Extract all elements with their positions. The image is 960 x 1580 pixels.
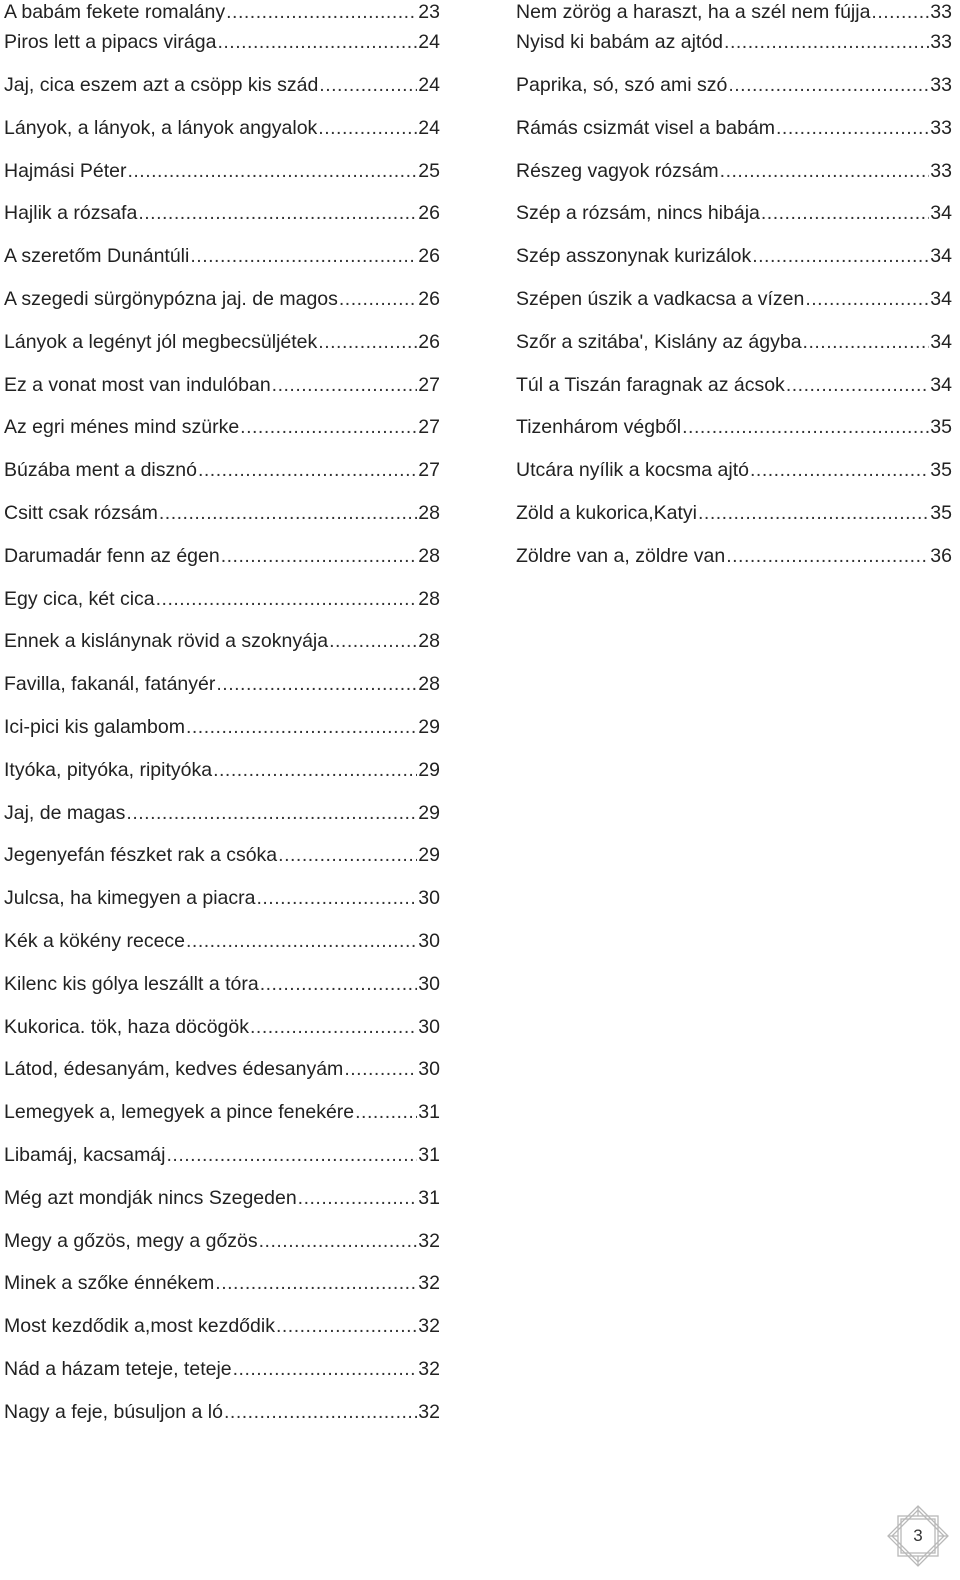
toc-entry-page: 28 xyxy=(418,544,440,567)
toc-entry-title: Megy a gőzös, megy a gőzös xyxy=(4,1229,258,1252)
toc-entry-title: Zöld a kukorica,Katyi xyxy=(516,502,697,525)
toc-entry-page: 24 xyxy=(418,31,440,54)
toc-dot-leader xyxy=(682,418,929,438)
toc-dot-leader xyxy=(250,1018,417,1038)
toc-entry-page: 35 xyxy=(930,416,952,439)
toc-dot-leader xyxy=(803,333,930,353)
toc-entry-page: 35 xyxy=(930,502,952,525)
toc-entry-page: 32 xyxy=(418,1272,440,1295)
toc-entry[interactable] xyxy=(4,964,440,1007)
toc-dot-leader xyxy=(724,33,929,53)
toc-dot-leader xyxy=(226,3,417,23)
toc-entry[interactable] xyxy=(516,450,952,493)
toc-dot-leader xyxy=(186,932,417,952)
toc-entry-title: Libamáj, kacsamáj xyxy=(4,1144,166,1167)
toc-entry[interactable] xyxy=(516,322,952,365)
toc-dot-leader xyxy=(138,204,417,224)
toc-entry-page: 28 xyxy=(418,502,440,525)
toc-entry-page: 31 xyxy=(418,1101,440,1124)
toc-entry-title: Darumadár fenn az égen xyxy=(4,544,220,567)
toc-dot-leader xyxy=(355,1103,417,1123)
page-number-badge xyxy=(886,1504,950,1568)
toc-entry-title: Ez a vonat most van indulóban xyxy=(4,373,271,396)
toc-entry-page: 30 xyxy=(418,930,440,953)
toc-entry[interactable] xyxy=(516,150,952,193)
toc-entry[interactable] xyxy=(4,364,440,407)
toc-entry[interactable] xyxy=(4,621,440,664)
toc-entry-title: Favilla, fakanál, fatányér xyxy=(4,673,216,696)
toc-entry[interactable] xyxy=(4,1092,440,1135)
toc-entry[interactable] xyxy=(516,279,952,322)
toc-dot-leader xyxy=(127,162,417,182)
toc-entry-title: A szeretőm Dunántúli xyxy=(4,245,190,268)
toc-dot-leader xyxy=(776,119,929,139)
toc-entry-title: Kukorica. tök, haza döcögök xyxy=(4,1015,249,1038)
toc-entry[interactable] xyxy=(4,236,440,279)
toc-column-left xyxy=(4,0,440,1434)
toc-entry-page: 23 xyxy=(418,0,440,23)
toc-entry-title: Utcára nyílik a kocsma ajtó xyxy=(516,459,750,482)
toc-entry-page: 28 xyxy=(418,587,440,610)
toc-entry-title: Kilenc kis gólya leszállt a tóra xyxy=(4,972,259,995)
toc-dot-leader xyxy=(276,1317,417,1337)
toc-entry-title: Kék a kökény recece xyxy=(4,930,186,953)
toc-entry[interactable] xyxy=(4,1392,440,1435)
toc-dot-leader xyxy=(260,975,418,995)
toc-entry[interactable] xyxy=(4,921,440,964)
toc-entry-title: Ennek a kislánynak rövid a szoknyája xyxy=(4,630,329,653)
toc-entry-title: Jaj, cica eszem azt a csöpp kis szád xyxy=(4,74,319,97)
toc-entry-page: 33 xyxy=(930,31,952,54)
toc-dot-leader xyxy=(186,718,417,738)
toc-entry-page: 29 xyxy=(418,758,440,781)
toc-dot-leader xyxy=(720,162,930,182)
toc-entry-title: Lemegyek a, lemegyek a pince fenekére xyxy=(4,1101,355,1124)
toc-dot-leader xyxy=(224,1403,417,1423)
toc-entry[interactable] xyxy=(516,0,952,22)
toc-entry-page: 34 xyxy=(930,245,952,268)
toc-dot-leader xyxy=(752,247,929,267)
toc-entry[interactable] xyxy=(4,150,440,193)
toc-entry-page: 36 xyxy=(930,544,952,567)
toc-dot-leader xyxy=(726,547,929,567)
toc-dot-leader xyxy=(156,590,418,610)
toc-dot-leader xyxy=(272,376,418,396)
toc-entry[interactable] xyxy=(4,878,440,921)
toc-entry-page: 26 xyxy=(418,245,440,268)
toc-entry-page: 32 xyxy=(418,1229,440,1252)
toc-entry-title: Szép a rózsám, nincs hibája xyxy=(516,202,760,225)
toc-entry-title: Lányok a legényt jól megbecsüljétek xyxy=(4,330,318,353)
toc-entry-page: 35 xyxy=(930,459,952,482)
toc-entry-page: 34 xyxy=(930,330,952,353)
toc-entry-title: Hajmási Péter xyxy=(4,159,127,182)
toc-entry[interactable] xyxy=(4,1306,440,1349)
toc-entry-page: 29 xyxy=(418,716,440,739)
toc-entry-page: 33 xyxy=(930,159,952,182)
toc-entry-title: Még azt mondják nincs Szegeden xyxy=(4,1186,297,1209)
toc-dot-leader xyxy=(217,33,417,53)
toc-dot-leader xyxy=(198,461,417,481)
toc-dot-leader xyxy=(698,504,929,524)
toc-entry[interactable] xyxy=(516,407,952,450)
toc-dot-leader xyxy=(318,119,417,139)
toc-entry[interactable] xyxy=(516,536,952,579)
toc-entry[interactable] xyxy=(4,450,440,493)
toc-dot-leader xyxy=(329,632,417,652)
toc-entry-page: 29 xyxy=(418,801,440,824)
toc-entry-title: A szegedi sürgönypózna jaj. de magos xyxy=(4,288,338,311)
toc-dot-leader xyxy=(221,547,418,567)
toc-entry-title: Az egri ménes mind szürke xyxy=(4,416,240,439)
toc-dot-leader xyxy=(319,76,417,96)
toc-entry-page: 32 xyxy=(418,1358,440,1380)
toc-dot-leader xyxy=(298,1189,418,1209)
toc-entry[interactable] xyxy=(4,664,440,707)
toc-entry-page: 33 xyxy=(930,116,952,139)
toc-entry[interactable] xyxy=(4,1220,440,1263)
toc-entry-title: Ityóka, pityóka, ripityóka xyxy=(4,758,213,781)
toc-entry[interactable] xyxy=(4,193,440,236)
toc-entry-title: Piros lett a pipacs virága xyxy=(4,31,217,54)
toc-entry-title: Túl a Tiszán faragnak az ácsok xyxy=(516,373,785,396)
toc-entry-page: 27 xyxy=(418,459,440,482)
toc-entry-page: 28 xyxy=(418,673,440,696)
toc-entry-page: 26 xyxy=(418,202,440,225)
toc-entry-title: Paprika, só, szó ami szó xyxy=(516,74,728,97)
toc-dot-leader xyxy=(805,290,929,310)
toc-entry[interactable] xyxy=(4,707,440,750)
toc-entry[interactable] xyxy=(516,364,952,407)
toc-entry-title: Jegenyefán fészket rak a csóka xyxy=(4,844,278,867)
toc-entry-page: 28 xyxy=(418,630,440,653)
toc-entry[interactable] xyxy=(4,108,440,151)
toc-dot-leader xyxy=(750,461,929,481)
toc-entry-page: 34 xyxy=(930,373,952,396)
toc-entry[interactable] xyxy=(4,578,440,621)
toc-entry[interactable] xyxy=(4,1349,440,1392)
toc-dot-leader xyxy=(215,1274,417,1294)
toc-entry[interactable] xyxy=(516,236,952,279)
toc-entry-title: Látod, édesanyám, kedves édesanyám xyxy=(4,1058,344,1081)
toc-entry-title: Julcsa, ha kimegyen a piacra xyxy=(4,887,256,910)
toc-entry-page: 26 xyxy=(418,330,440,353)
toc-entry-page: 31 xyxy=(418,1186,440,1209)
toc-entry[interactable] xyxy=(4,407,440,450)
toc-entry-title: Tizenhárom végből xyxy=(516,416,682,439)
toc-entry[interactable] xyxy=(4,536,440,579)
toc-entry-title: Szőr a szitába', Kislány az ágyba xyxy=(516,330,802,353)
toc-entry-title: Most kezdődik a,most kezdődik xyxy=(4,1315,275,1338)
toc-dot-leader xyxy=(233,1360,418,1380)
toc-dot-leader xyxy=(761,204,929,224)
toc-dot-leader xyxy=(278,846,417,866)
toc-dot-leader xyxy=(339,290,417,310)
toc-entry-title: Szép asszonynak kurizálok xyxy=(516,245,752,268)
toc-entry-title: Jaj, de magas xyxy=(4,801,126,824)
toc-entry-page: 29 xyxy=(418,844,440,867)
toc-entry[interactable] xyxy=(4,65,440,108)
toc-entry-page: 30 xyxy=(418,972,440,995)
toc-entry[interactable] xyxy=(4,0,440,22)
toc-entry[interactable] xyxy=(4,22,440,65)
toc-dot-leader xyxy=(256,889,417,909)
toc-entry-title: Zöldre van a, zöldre van xyxy=(516,544,726,567)
toc-entry-title: Nád a házam teteje, teteje xyxy=(4,1358,232,1380)
toc-entry-page: 30 xyxy=(418,1058,440,1081)
toc-entry-title: Nem zörög a haraszt, ha a szél nem fújja xyxy=(516,0,871,23)
toc-entry[interactable] xyxy=(4,1006,440,1049)
toc-entry-page: 34 xyxy=(930,288,952,311)
toc-entry[interactable] xyxy=(4,1263,440,1306)
toc-entry-page: 30 xyxy=(418,887,440,910)
toc-entry-title: Szépen úszik a vadkacsa a vízen xyxy=(516,288,805,311)
toc-entry-title: Minek a szőke énnékem xyxy=(4,1272,215,1295)
toc-entry-title: Hajlik a rózsafa xyxy=(4,202,138,225)
toc-dot-leader xyxy=(871,3,929,23)
toc-dot-leader xyxy=(318,333,417,353)
toc-entry-title: Részeg vagyok rózsám xyxy=(516,159,719,182)
toc-entry-page: 26 xyxy=(418,288,440,311)
toc-entry-page: 30 xyxy=(418,1015,440,1038)
toc-entry-title: Búzába ment a disznó xyxy=(4,459,197,482)
toc-entry-page: 33 xyxy=(930,74,952,97)
toc-dot-leader xyxy=(259,1232,418,1252)
toc-entry[interactable] xyxy=(4,322,440,365)
toc-entry-title: Csitt csak rózsám xyxy=(4,502,158,525)
toc-entry[interactable] xyxy=(516,493,952,536)
toc-dot-leader xyxy=(728,76,929,96)
toc-column-right xyxy=(516,0,952,578)
toc-entry[interactable] xyxy=(516,108,952,151)
toc-entry[interactable] xyxy=(516,22,952,65)
toc-entry-page: 32 xyxy=(418,1315,440,1338)
toc-entry-page: 25 xyxy=(418,159,440,182)
toc-dot-leader xyxy=(126,804,417,824)
toc-entry-title: A babám fekete romalány xyxy=(4,0,226,23)
toc-dot-leader xyxy=(166,1146,417,1166)
toc-entry-title: Egy cica, két cica xyxy=(4,587,155,610)
toc-dot-leader xyxy=(344,1060,417,1080)
toc-entry-title: Rámás csizmát visel a babám xyxy=(516,116,776,139)
toc-dot-leader xyxy=(240,418,417,438)
toc-dot-leader xyxy=(786,376,929,396)
toc-entry-page: 24 xyxy=(418,116,440,139)
toc-entry-page: 27 xyxy=(418,373,440,396)
toc-entry-page: 31 xyxy=(418,1144,440,1167)
toc-entry[interactable] xyxy=(4,835,440,878)
toc-entry[interactable] xyxy=(4,279,440,322)
toc-entry[interactable] xyxy=(516,65,952,108)
toc-entry[interactable] xyxy=(4,1178,440,1221)
toc-entry-page: 27 xyxy=(418,416,440,439)
toc-entry-page: 24 xyxy=(418,74,440,97)
toc-entry[interactable] xyxy=(4,1135,440,1178)
toc-entry[interactable] xyxy=(516,193,952,236)
toc-dot-leader xyxy=(216,675,417,695)
toc-dot-leader xyxy=(190,247,417,267)
toc-entry[interactable] xyxy=(4,493,440,536)
toc-entry[interactable] xyxy=(4,750,440,793)
toc-entry-title: Ici-pici kis galambom xyxy=(4,716,185,739)
toc-dot-leader xyxy=(159,504,417,524)
page-number: 3 xyxy=(913,1526,923,1545)
toc-dot-leader xyxy=(213,761,417,781)
toc-entry-page: 34 xyxy=(930,202,952,225)
toc-entry-page: 33 xyxy=(930,0,952,23)
toc-entry-title: Nyisd ki babám az ajtód xyxy=(516,31,724,54)
toc-entry[interactable] xyxy=(4,792,440,835)
toc-entry-page: 32 xyxy=(418,1400,440,1423)
toc-entry-title: Nagy a feje, búsuljon a ló xyxy=(4,1400,223,1423)
toc-entry-title: Lányok, a lányok, a lányok angyalok xyxy=(4,116,318,139)
toc-entry[interactable] xyxy=(4,1049,440,1092)
